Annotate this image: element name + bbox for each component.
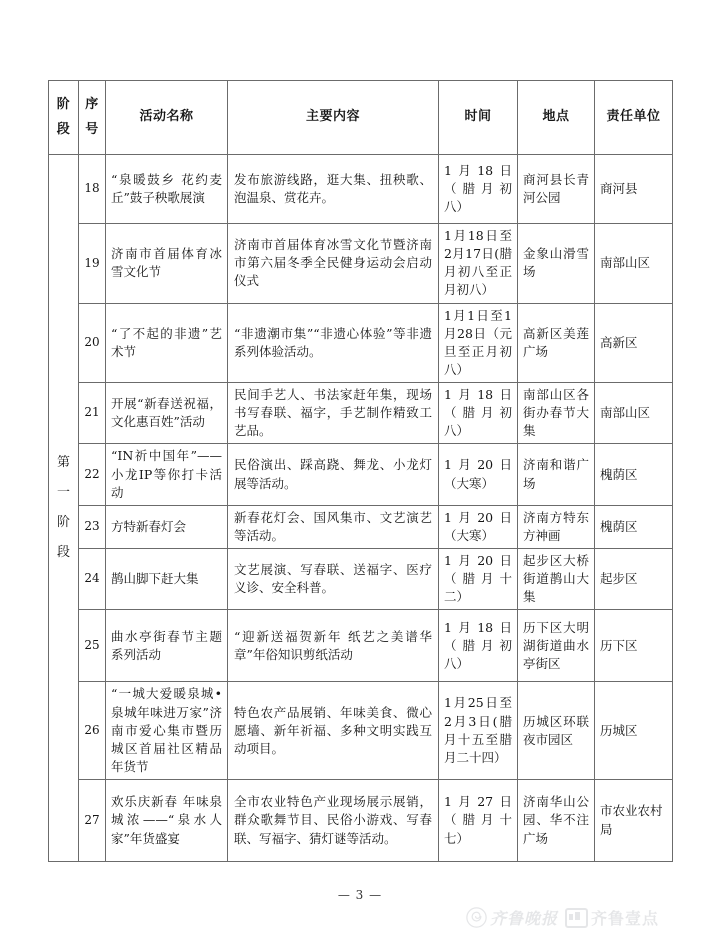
cell-name: 曲水亭街春节主题系列活动 [106, 610, 228, 682]
column-header-responsible-unit: 责任单位 [595, 81, 673, 155]
cell-place: 起步区大桥街道鹊山大集 [518, 549, 595, 610]
cell-time: 1月20日（大寒） [439, 505, 518, 548]
header-stage-char-1: 阶 [56, 96, 71, 112]
header-seq-char-1: 序 [85, 96, 99, 112]
header-seq-char-2: 号 [85, 121, 99, 137]
cell-time: 1月18日至2月17日(腊月初八至正月初八） [439, 224, 518, 304]
activity-schedule-table [48, 80, 673, 862]
table-row [49, 303, 673, 383]
table-row [49, 780, 673, 862]
cell-time: 1月20日（腊月十二） [439, 549, 518, 610]
cell-place: 金象山滑雪场 [518, 224, 595, 304]
cell-unit: 历下区 [595, 610, 673, 682]
cell-body: 文艺展演、写春联、送福字、医疗义诊、安全科普。 [228, 549, 439, 610]
cell-name: 鹊山脚下赶大集 [106, 549, 228, 610]
table-row [49, 682, 673, 780]
cell-unit: 商河县 [595, 155, 673, 224]
table-row [49, 444, 673, 505]
cell-name: 济南市首届体育冰雪文化节 [106, 224, 228, 304]
table-row [49, 549, 673, 610]
watermark-qilu-yidian [565, 906, 659, 929]
cell-name: 欢乐庆新春 年味泉城浓——“泉水人家”年货盛宴 [106, 780, 228, 862]
stage-label-char-4: 段 [56, 544, 70, 560]
cell-unit: 南部山区 [595, 224, 673, 304]
cell-seq: 18 [79, 155, 106, 224]
watermark-text-1: 齐鲁晚报 [490, 909, 559, 928]
cell-seq: 19 [79, 224, 106, 304]
cell-body: 民间手艺人、书法家赶年集，现场书写春联、福字，手艺制作精致工艺品。 [228, 383, 439, 444]
cell-seq: 20 [79, 303, 106, 383]
cell-place: 高新区美莲广场 [518, 303, 595, 383]
page-number: — 3 — [337, 888, 383, 902]
cell-time: 1月20日（大寒） [439, 444, 518, 505]
cell-place: 济南方特东方神画 [518, 505, 595, 548]
cell-seq: 24 [79, 549, 106, 610]
table-header-row [49, 81, 673, 155]
table-row [49, 383, 673, 444]
table-row [49, 155, 673, 224]
table-row [49, 224, 673, 304]
cell-body: 新春花灯会、国风集市、文艺演艺等活动。 [228, 505, 439, 548]
cell-body: 特色农产品展销、年味美食、微心愿墙、新年祈福、多种文明实践互动项目。 [228, 682, 439, 780]
cell-body: 全市农业特色产业现场展示展销，群众歌舞节目、民俗小游戏、写春联、写福字、猜灯谜等活动。 [228, 780, 439, 862]
cell-place: 商河县长青河公园 [518, 155, 595, 224]
cell-seq: 23 [79, 505, 106, 548]
square-badge-icon [565, 908, 588, 928]
cell-body: “非遗潮市集”“非遗心体验”等非遗系列体验活动。 [228, 303, 439, 383]
cell-seq: 25 [79, 610, 106, 682]
cell-body: 发布旅游线路，逛大集、扭秧歌、泡温泉、赏花卉。 [228, 155, 439, 224]
cell-unit: 槐荫区 [595, 505, 673, 548]
column-header-sequence [79, 81, 106, 155]
cell-time: 1月27日（腊月十七） [439, 780, 518, 862]
cell-unit: 起步区 [595, 549, 673, 610]
cell-place: 南部山区各街办春节大集 [518, 383, 595, 444]
cell-name: 开展“新春送祝福，文化惠百姓”活动 [106, 383, 228, 444]
column-header-time: 时间 [439, 81, 518, 155]
watermark-group [466, 906, 659, 929]
stage-label-char-1: 第 [56, 455, 70, 471]
cell-seq: 26 [79, 682, 106, 780]
cell-unit: 高新区 [595, 303, 673, 383]
cell-unit: 历城区 [595, 682, 673, 780]
cell-place: 济南和谐广场 [518, 444, 595, 505]
cell-unit: 槐荫区 [595, 444, 673, 505]
table-row [49, 505, 673, 548]
stage-label-char-2: 一 [56, 485, 70, 501]
cell-name: “IN祈中国年”——小龙IP等你打卡活动 [106, 444, 228, 505]
column-header-place: 地点 [518, 81, 595, 155]
cell-unit: 市农业农村局 [595, 780, 673, 862]
cell-place: 历城区环联夜市园区 [518, 682, 595, 780]
cell-body: “迎新送福贺新年 纸艺之美谱华章”年俗知识剪纸活动 [228, 610, 439, 682]
swirl-logo-icon [466, 907, 487, 928]
cell-time: 1月18日（腊月初八） [439, 155, 518, 224]
cell-name: 方特新春灯会 [106, 505, 228, 548]
cell-seq: 22 [79, 444, 106, 505]
column-header-stage [49, 81, 79, 155]
cell-time: 1月25日至2月3日(腊月十五至腊月二十四） [439, 682, 518, 780]
cell-place: 历下区大明湖街道曲水亭街区 [518, 610, 595, 682]
cell-name: “了不起的非遗”艺术节 [106, 303, 228, 383]
watermark-qilu-evening-news [466, 906, 558, 929]
column-header-main-content: 主要内容 [228, 81, 439, 155]
cell-place: 济南华山公园、华不注广场 [518, 780, 595, 862]
cell-time: 1月1日至1月28日（元旦至正月初八） [439, 303, 518, 383]
cell-name: “泉暖鼓乡 花约麦丘”鼓子秧歌展演 [106, 155, 228, 224]
stage-cell [49, 155, 79, 862]
cell-seq: 21 [79, 383, 106, 444]
column-header-activity-name: 活动名称 [106, 81, 228, 155]
cell-name: “一城大爱暖泉城•泉城年味进万家”济南市爱心集市暨历城区首届社区精品年货节 [106, 682, 228, 780]
table-row [49, 610, 673, 682]
cell-time: 1月18日（腊月初八） [439, 383, 518, 444]
stage-label-char-3: 阶 [56, 515, 70, 530]
watermark-text-2: 齐鲁壹点 [591, 909, 660, 928]
cell-body: 民俗演出、踩高跷、舞龙、小龙灯展等活动。 [228, 444, 439, 505]
cell-time: 1月18日（腊月初八） [439, 610, 518, 682]
cell-body: 济南市首届体育冰雪文化节暨济南市第六届冬季全民健身运动会启动仪式 [228, 224, 439, 304]
cell-unit: 南部山区 [595, 383, 673, 444]
header-stage-char-2: 段 [56, 121, 71, 137]
cell-seq: 27 [79, 780, 106, 862]
